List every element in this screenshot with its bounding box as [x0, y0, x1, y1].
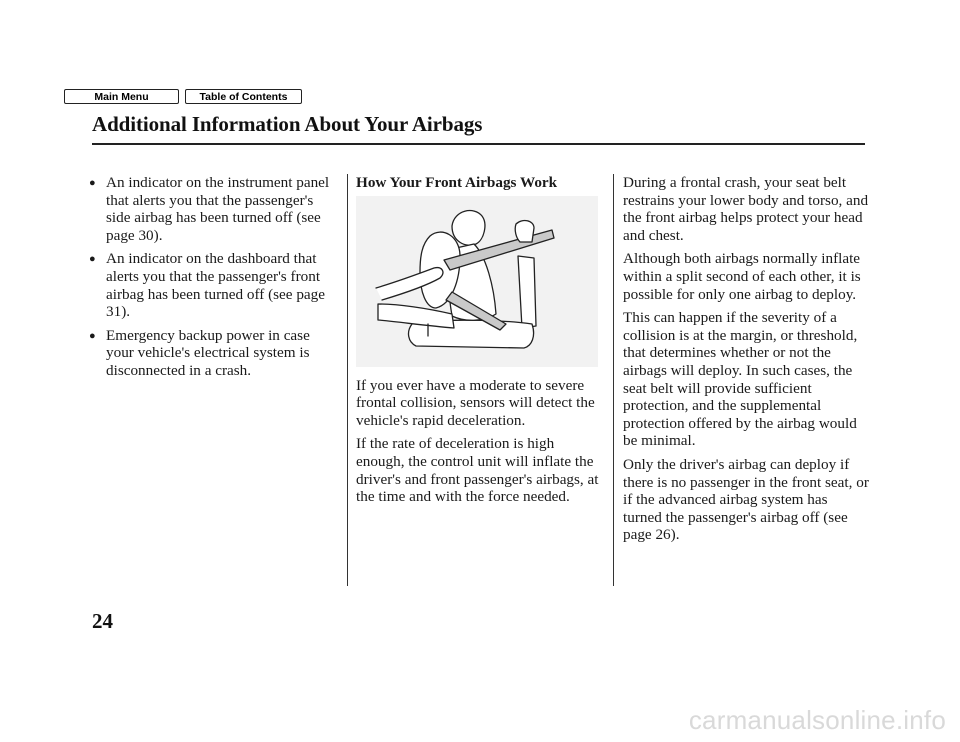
- column-divider-2: [613, 174, 614, 586]
- bullet-text: An indicator on the instrument panel that alerts you that the passenger's side airbag has been turned off (see page 30).: [106, 174, 330, 244]
- bullet-item: [89, 250, 341, 320]
- paragraph: Only the driver's airbag can deploy if there is no passenger in the front seat, or if the advanced airbag system has turned the passenger's airbag off (see page 26).: [623, 455, 869, 544]
- table-of-contents-button[interactable]: Table of Contents: [185, 89, 302, 104]
- title-divider: [92, 143, 865, 145]
- airbag-illustration: [356, 196, 598, 367]
- page-number: 24: [92, 609, 113, 633]
- paragraph: If the rate of deceleration is high enough, the control unit will inflate the driver's and front passenger's airbags, at the time and with the force needed.: [356, 435, 599, 506]
- paragraph: This can happen if the severity of a collision is at the margin, or threshold, that determines whether or not the airbags will deploy. In such cases, the seat belt will provide sufficient protection, and the supplemental protection offered by the airbag would be minimal.: [623, 309, 858, 450]
- bullet-icon: ●: [89, 329, 96, 342]
- bullet-text: Emergency backup power in case your vehicle's electrical system is disconnected in a crash.: [106, 326, 310, 379]
- bullet-icon: ●: [89, 177, 96, 189]
- column-divider-1: [347, 174, 348, 586]
- bullet-icon: ●: [89, 253, 96, 266]
- bullet-item: [89, 174, 341, 244]
- main-menu-button[interactable]: Main Menu: [64, 89, 179, 104]
- column-middle: [356, 174, 606, 512]
- section-heading: How Your Front Airbags Work: [356, 174, 558, 191]
- bullet-text: An indicator on the dashboard that alerts you that the passenger's front airbag has been turned off (see page 31).: [106, 250, 325, 321]
- paragraph: Although both airbags normally inflate within a split second of each other, it is possible for only one airbag to deploy.: [623, 250, 861, 303]
- page-title: Additional Information About Your Airbags: [92, 112, 483, 136]
- column-right: [623, 174, 869, 550]
- paragraph: If you ever have a moderate to severe frontal collision, sensors will detect the vehicle's rapid deceleration.: [356, 376, 595, 429]
- paragraph: During a frontal crash, your seat belt restrains your lower body and torso, and the front airbag helps protect your head and chest.: [623, 174, 869, 244]
- column-left: [89, 174, 341, 386]
- watermark: carmanualsonline.info: [688, 705, 946, 735]
- bullet-item: [89, 327, 341, 380]
